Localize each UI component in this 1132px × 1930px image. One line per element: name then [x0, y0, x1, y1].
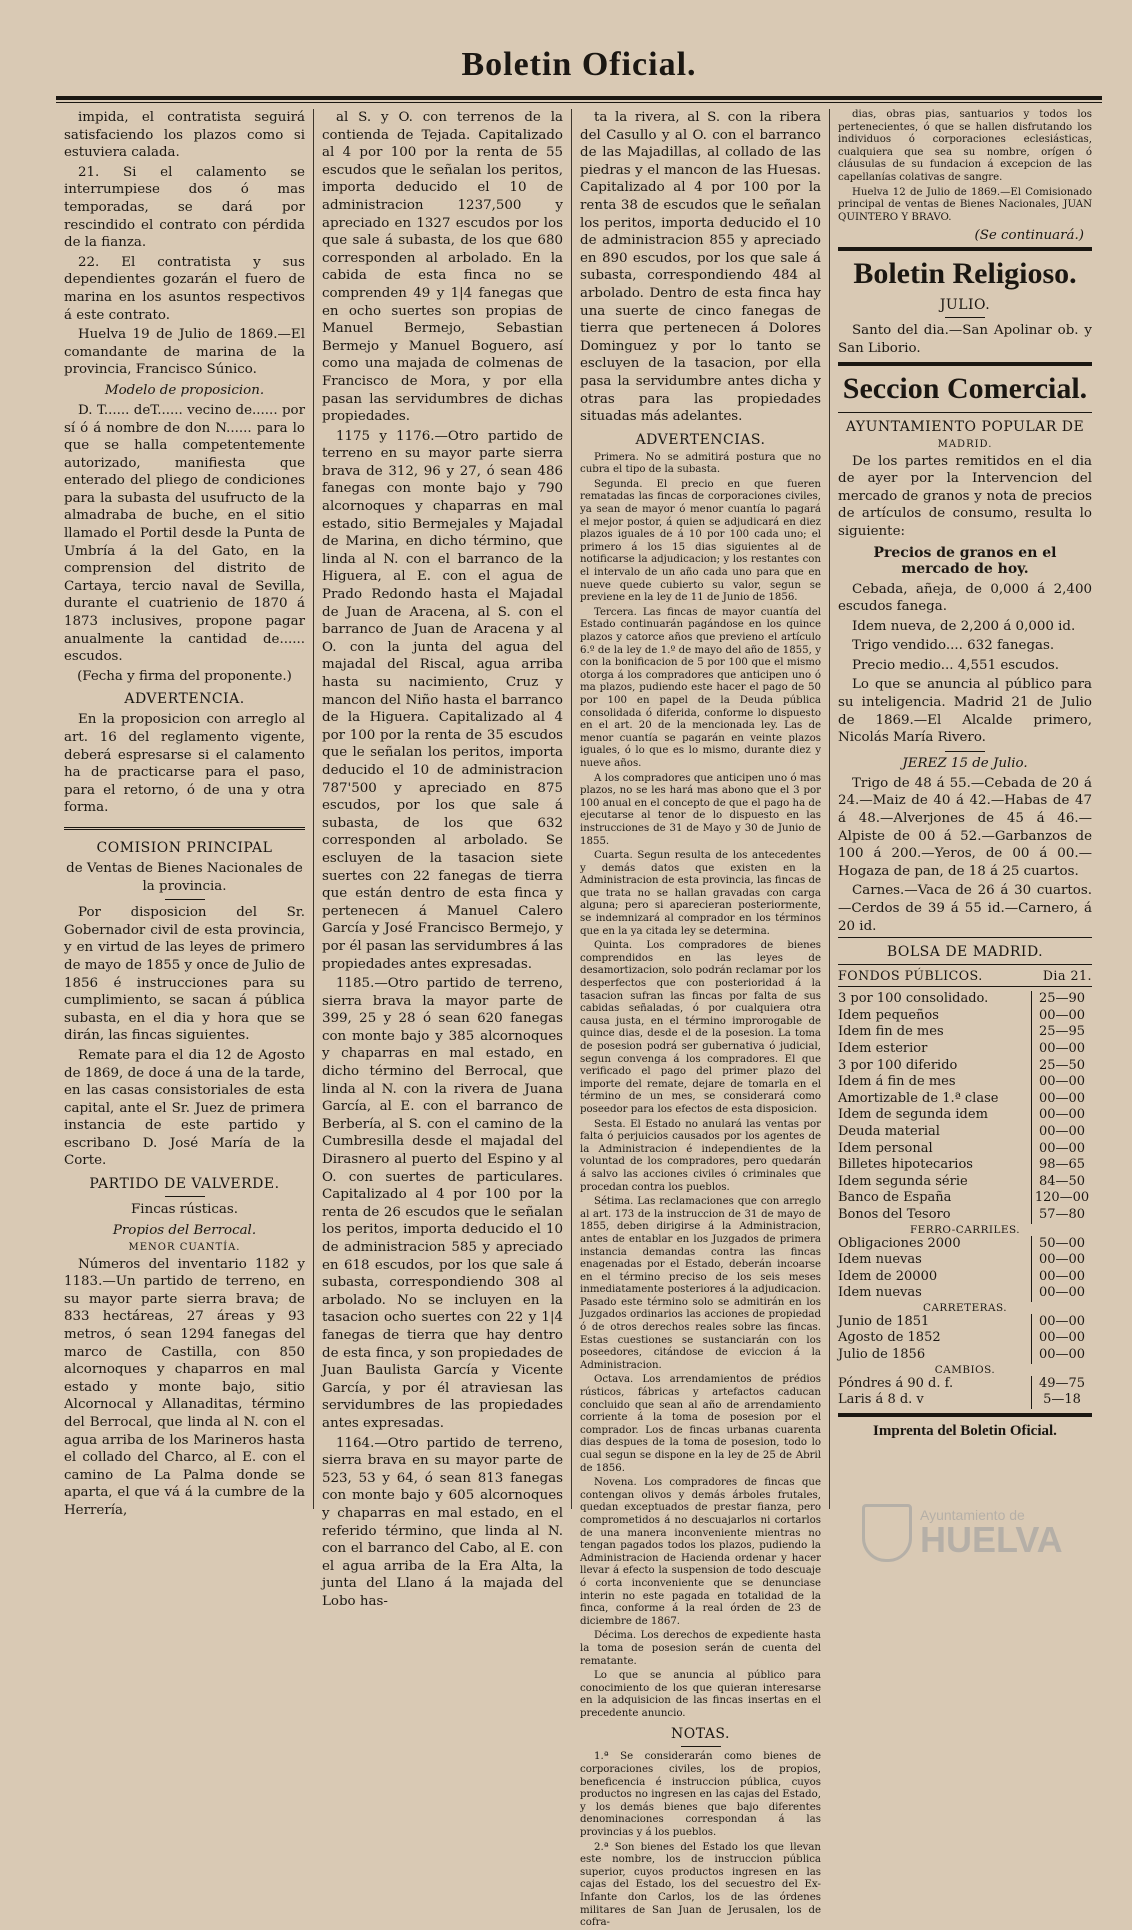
table-row	[838, 991, 1092, 1008]
row-value: 00—00	[1031, 1269, 1092, 1286]
row-label: Amortizable de 1.ª clase	[838, 1090, 999, 1106]
row-value: 00—00	[1031, 1107, 1092, 1124]
table-row	[838, 1269, 1092, 1286]
masthead-rule	[56, 96, 1102, 100]
row-value: 120—00	[1031, 1190, 1092, 1207]
row-value: 57—80	[1031, 1207, 1092, 1224]
row-label: Idem á fin de mes	[838, 1074, 956, 1090]
row-value: 00—00	[1031, 1008, 1092, 1025]
paragraph: Idem nueva, de 2,200 á 0,000 id.	[852, 618, 1076, 634]
printer-imprint: Imprenta del Boletin Oficial.	[873, 1422, 1057, 1439]
table-row	[838, 1236, 1092, 1253]
table-row	[838, 1190, 1092, 1207]
row-value: 00—00	[1031, 1314, 1092, 1331]
paragraph: A los compradores que anticipen uno ó mas plazos, no se les hará mas abono que el 3 por 100 anual en el concepto de que el pago ha de ejecutarse al tenor de lo dispuesto en las instrucciones de 31 de Mayo y 30 de Junio de 1855.	[580, 772, 821, 847]
section-heading: COMISION PRINCIPAL	[96, 839, 273, 856]
row-label: Idem de 20000	[838, 1268, 938, 1284]
separator	[64, 827, 305, 830]
separator	[838, 247, 1092, 251]
row-value: 00—00	[1031, 1141, 1092, 1158]
paragraph: dias, obras pias, santuarios y todos los pertenecientes, ó que se hallen disfrutando los individuos ó corporaciones eclesiásticas, cualquiera que sea su nombre, orígen ó cláusulas de su fundacion á excepcion de las capellanías colativas de sangre.	[838, 109, 1092, 183]
paragraph: Sesta. El Estado no anulará las ventas por falta ó perjuicios causados por los agentes de la Administracion é independientes de la voluntad de los compradores, pero quedarán á salvo las acciones civiles ó criminales que procedan contra los pueblos.	[580, 1118, 821, 1193]
watermark-text	[920, 1508, 1063, 1558]
fondos-table	[838, 991, 1092, 1409]
religioso-title: Boletin Religioso.	[853, 257, 1077, 291]
row-value: 98—65	[1031, 1157, 1092, 1174]
section-heading: PARTIDO DE VALVERDE.	[89, 1176, 280, 1193]
row-label: Junio de 1851	[838, 1313, 930, 1329]
table-row	[838, 1107, 1092, 1124]
masthead-rule-thin	[56, 102, 1102, 103]
paragraph: De los partes remitidos en el dia de ayer por la Intervencion del mercado de granos y nota de precios de artículos de consumo, resulta lo siguiente:	[838, 453, 1092, 539]
paragraph: Remate para el dia 12 de Agosto de 1869, de doce á una de la tarde, en las casas consistoriales de esta capital, ante el Sr. Juez de primera instancia de este partido y escribano D. José María de la Corte.	[64, 1047, 305, 1169]
section-heading: NOTAS.	[671, 1726, 730, 1743]
section-subheading: MADRID.	[937, 438, 993, 450]
paragraph: Santo del dia.—San Apolinar ob. y San Liborio.	[838, 323, 1092, 356]
paragraph: 21. Si el calamento se interrumpiese dos ó mas temporadas, se dará por rescindido el contrato con pérdida de la fianza.	[64, 164, 305, 251]
paragraph: Números del inventario 1182 y 1183.—Un partido de terreno, en su mayor parte sierra brava; de 833 hectáreas, 27 áreas y 93 metros, ó sean 1294 fanegas del marco de Castilla, con 850 alcornoques y chaparros en mal estado y monte bajo, sitio Alcornocal y Allanaditas, término del Berrocal, que linda al N. con el agua arriba de los Marineros hasta el collado del Charco, al E. con el camino de La Palma donde se aparta, el que vá á la cumbre de la Herrería,	[64, 1256, 305, 1518]
short-rule	[165, 899, 205, 900]
table-row	[838, 1124, 1092, 1141]
row-label: Idem esterior	[838, 1040, 928, 1056]
row-label: Laris á 8 d. v	[838, 1392, 924, 1408]
watermark-line-1: Ayuntamiento de	[920, 1507, 1025, 1523]
table-row	[838, 1041, 1092, 1058]
paragraph: 1164.—Otro partido de terreno, sierra brava en su mayor parte de 523, 53 y 64, ó sean 813 fanegas con monte bajo y 605 alcornoques y chaparras en mal estado, en el referido término, que linda al N. con el barranco del Cabo, al E. con el agua arriba de la Era Alta, la junta del Llano á la majada del Lobo has-	[322, 1435, 563, 1609]
paragraph: Tercera. Las fincas de mayor cuantía del Estado continuarán pagándose en los quince plazos y catorce años que previeno el artículo 6.º de la ley de 1.º de mayo del año de 1855, y con la bonificacion de 5 por 100 que el mismo otorga á los compradores que anticipen uno ó ma plazos, pudiendo este hacer el pago de 50 por 100 en papel de la Deuda pública consolidada ó diferida, conforme lo dispuesto en el art. 20 de la mencionada ley. Las de menor cuantía se pagarán en veinte plazos iguales, ó lo que es lo mismo, durante diez y nueve años.	[580, 606, 821, 769]
paragraph: Segunda. El precio en que fueren rematadas las fincas de corporaciones civiles, ya sean de mayor ó menor cuantía lo pagará el mejor postor, á quien se adjudicará en diez plazos iguales de á 10 por 100 cada uno; el primero á los 15 dias siguientes al de notificarse la adjudicacion; y los restantes con el intervalo de un año cada uno para que en nueve quede cubierto su valor, segun se previene en la ley de 11 de Junio de 1856.	[580, 478, 821, 604]
watermark-line-2: HUELVA	[920, 1519, 1063, 1560]
short-rule	[681, 1746, 721, 1747]
paragraph: Precio medio... 4,551 escudos.	[852, 657, 1060, 673]
column-1	[56, 109, 314, 1518]
table-row	[838, 1024, 1092, 1041]
section-heading: Modelo de proposicion.	[104, 382, 265, 398]
paragraph: Huelva 19 de Julio de 1869.—El comandante de marina de la provincia, Francisco Súnico.	[64, 327, 305, 378]
masthead-title: Boletin Oficial.	[461, 46, 697, 83]
column-3	[572, 109, 830, 1929]
paragraph: En la proposicion con arreglo al art. 16 del reglamento vigente, deberá espresarse si el calamento ha de practicarse para el paso, para el retorno, ó de una y otra forma.	[64, 712, 305, 816]
row-label: Billetes hipotecarios	[838, 1157, 973, 1173]
row-label: Bonos del Tesoro	[838, 1206, 951, 1222]
section-subheading: Propios del Berrocal.	[112, 1222, 257, 1238]
table-row	[838, 1058, 1092, 1075]
fondos-header	[838, 964, 1092, 987]
row-label: Idem personal	[838, 1140, 933, 1156]
section-heading: AYUNTAMIENTO POPULAR DE	[845, 418, 1085, 435]
table-subheading: CARRETERAS.	[922, 1301, 1008, 1314]
table-row	[838, 1141, 1092, 1158]
paragraph: 1.ª Se considerarán como bienes de corporaciones civiles, los de propios, beneficencia é instruccion pública, cuyos productos no ingresen en las cajas del Estado, y los demás bienes que bajo diferentes denominaciones correspondan á las provincias y á los pueblos.	[580, 1751, 821, 1839]
row-value: 84—50	[1031, 1174, 1092, 1191]
row-label: Julio de 1856	[838, 1347, 926, 1363]
paragraph: Sétima. Las reclamaciones que con arreglo al art. 173 de la instruccion de 31 de mayo de 1855, deben dirigirse á la Administracion, antes de entablar en los Juzgados de primera instancia demandas contra las fincas enagenadas por el Estado, deberán incoarse en el término preciso de los seis meses inmediatamente posteriores á la adjudicacion. Pasado este término solo se admitirán en los Juzgados ordinarios las acciones de propiedad ó de otros derechos reales sobre las fincas. Estas cuestiones se sustanciarán con los poseedores, citándose de eviccion á la Administracion.	[580, 1196, 821, 1371]
table-row	[838, 1207, 1092, 1224]
row-label: 3 por 100 diferido	[838, 1057, 958, 1073]
shield-icon	[862, 1504, 912, 1562]
row-label: Obligaciones 2000	[838, 1235, 961, 1251]
row-value: 00—00	[1031, 1285, 1092, 1302]
paragraph: 1175 y 1176.—Otro partido de terreno en su mayor parte sierra brava de 312, 96 y 27, ó sean 486 fanegas con monte bajo y 790 alcornoques y chaparras en mal estado, sitio Bermejales y Majadal de Marina, en dicho término, que linda al N. con el barranco de la Higuera, al E. con el agua de Prado Redondo hasta el Majadal de Juan de Aracena, al S. con el barranco de Juan de Aracena y al O. con la junta del agua del majadal del Riscal, agua arriba hasta su nacimiento, Cruz y mancon del Niño hasta el barranco de la Higuera. Capitalizado al 4 por 100 por la renta de 35 escudos que le señalan los peritos, importa deducido el 10 de administracion 787'500 y apreciado en 875 escudos, por los que sale á subasta, de los que 632 corresponden al arbolado. Se escluyen de la tasacion siete suertes con 22 fanegas de tierra que están dentro de esta finca y pertenecen á Manuel Calero García y José Francisco Bermejo, y por él pasan las servidumbres á las propiedades antes expresadas.	[322, 428, 563, 972]
row-value: 00—00	[1031, 1074, 1092, 1091]
section-subheading: MENOR CUANTÍA.	[128, 1241, 241, 1253]
short-rule	[945, 751, 985, 752]
row-value: 00—00	[1031, 1041, 1092, 1058]
paragraph: Carnes.—Vaca de 26 á 30 cuartos.—Cerdos de 39 á 55 id.—Carnero, á 20 id.	[838, 883, 1092, 934]
continued-note: (Se continuará.)	[974, 228, 1084, 244]
paragraph: Por disposicion del Sr. Gobernador civil de esta provincia, y en virtud de las leyes de primero de mayo de 1855 y once de Julio de 1856 é instrucciones para su cumplimiento, se sacan á pública subasta, en el dia y hora que se dirán, las fincas siguientes.	[64, 905, 305, 1044]
section-heading: ADVERTENCIAS.	[635, 431, 766, 448]
separator	[838, 412, 1092, 413]
row-value: 49—75	[1031, 1376, 1092, 1393]
row-label: Banco de España	[838, 1190, 952, 1206]
paragraph: Huelva 12 de Julio de 1869.—El Comisionado principal de ventas de Bienes Nacionales, JUAN QUINTERO Y BRAVO.	[838, 186, 1092, 223]
table-subheading: CAMBIOS.	[934, 1363, 996, 1376]
table-row	[838, 1074, 1092, 1091]
table-row	[838, 1091, 1092, 1108]
row-label: Deuda material	[838, 1123, 940, 1139]
row-value: 00—00	[1031, 1091, 1092, 1108]
paragraph: al S. y O. con terrenos de la contienda de Tejada. Capitalizado al 4 por 100 por la renta de 55 escudos que le señalan los peritos, importa deducido el 10 de administracion 1237,500 y apreciado en 1327 escudos por los que sale á subasta, de los que 680 corresponden al arbolado. En la cabida de esta finca no se comprenden 49 y 1|4 fanegas que en ocho suertes son propias de Manuel Bermejo, Sebastian Bermejo y Manuel Boguero, así como una majada de colmenas de Francisco de Mora, y por ella pasan las servidumbres de dichas propiedades.	[322, 110, 563, 425]
table-row	[838, 1285, 1092, 1302]
row-value: 00—00	[1031, 1347, 1092, 1364]
paragraph: ta la rivera, al S. con la ribera del Casullo y al O. con el barranco de las Majadillas, al collado de las piedras y el mancon de las Huesas. Capitalizado al 4 por 100 por la renta 38 de escudos que le señalan los peritos, importa deducido el 10 de administracion 855 y apreciado en 890 escudos, por los que sale á subasta, correspondiendo 484 al arbolado. Dentro de esta finca hay una suerte de cinco fanegas de tierra que pertenecen á Dolores Dominguez y por lo tanto se escluyen de la tasacion, por ella pasa la servidumbre antes dicha y otras para las propiedades situadas más adelantes.	[580, 110, 821, 425]
month-heading: JULIO.	[939, 297, 991, 314]
row-value: 00—00	[1031, 1330, 1092, 1347]
short-rule	[945, 317, 985, 318]
row-label: 3 por 100 consolidado.	[838, 991, 989, 1007]
table-row	[838, 1174, 1092, 1191]
paragraph: Novena. Los compradores de fincas que contengan olivos y demás árboles frutales, quedan exceptuados de prestar fianza, pero comprometidos á no descuajarlos ni cortarlos de una manera inconveniente mientras no tengan pagados todos los plazos, pudiendo la Administracion de Hacienda ordenar y hacer llevar á efecto la suspension de todo descuaje ó corta inconveniente que se denunciase interin no este pagada en totalidad de la finca, conforme á la real órden de 23 de diciembre de 1867.	[580, 1477, 821, 1627]
column-2	[314, 109, 572, 1609]
paragraph: 22. El contratista y sus dependientes gozarán el fuero de marina en los asuntos respectivos á este contrato.	[64, 254, 305, 323]
section-subheading: Fincas rústicas.	[131, 1202, 238, 1218]
short-rule	[165, 1196, 205, 1197]
paragraph: Cuarta. Segun resulta de los antecedentes y demás datos que existen en la Administracion de esta provincia, las fincas de que trata no se hallan gravadas con carga alguna; pero si aparecieran posteriormente, se indemnizará al comprador en los términos que en la ya citada ley se determina.	[580, 850, 821, 937]
separator	[838, 362, 1092, 366]
row-label: Idem segunda série	[838, 1173, 968, 1189]
paragraph: 1185.—Otro partido de terreno, sierra brava la mayor parte de 399, 25 y 28 ó sean 620 fanegas con monte bajo y 385 alcornoques y chaparras en mal estado, en dicho término del Berrocal, que linda al N. con la rivera de Juana García, al E. con el barranco de Berbería, al S. con el camino de la Cumbresilla desde el majadal del Dirasnero al puerto del Espino y al O. con suertes de particulares. Capitalizado al 4 por 100 por la renta de 26 escudos que le señalan los peritos, importa deducido el 10 de administracion 585 y apreciado en 618 escudos, por los que sale á subasta, correspondiendo 308 al arbolado. No se incluyen en la tasacion ocho suertes con 22 y 1|4 fanegas de tierra que hay dentro de esta finca, y son propiedades de Juan Baulista García y Vicente García, y por él atraviesan las servidumbres de las propiedades antes expresadas.	[322, 976, 563, 1431]
row-label: Idem pequeños	[838, 1007, 939, 1023]
table-row	[838, 1157, 1092, 1174]
section-subheading: de Ventas de Bienes Nacionales de la provincia.	[66, 860, 303, 894]
separator	[838, 937, 1092, 938]
paragraph: Primera. No se admitirá postura que no cubra el tipo de la subasta.	[580, 451, 821, 476]
section-heading: ADVERTENCIA.	[124, 691, 245, 708]
paragraph: Lo que se anuncia al público para su inteligencia. Madrid 21 de Julio de 1869.—El Alcalde primero, Nicolás María Rivero.	[838, 677, 1092, 746]
row-value: 25—50	[1031, 1058, 1092, 1075]
paragraph: Lo que se anuncia al público para conocimiento de los que quieran interesarse en la adquisicion de las fincas insertas en el precedente anuncio.	[580, 1670, 821, 1719]
paragraph: D. T...... deT...... vecino de...... por sí ó á nombre de don N...... para lo que se halla competentemente autorizado, manifiesta que enterado del pliego de condiciones para la subasta del usufructo de la almadraba de buche, en el sitio llamado el Portil desde la Punta de Umbría á la del Gato, en la comprension del distrito de Cartaya, tercio naval de Sevilla, durante el cuatrienio de 1870 á 1873 inclusives, propone pagar anualmente la cantidad de...... escudos.	[64, 402, 305, 665]
table-row	[838, 1376, 1092, 1393]
row-label: Idem nuevas	[838, 1252, 922, 1268]
comercial-title: Seccion Comercial.	[842, 371, 1088, 405]
paragraph: Quinta. Los compradores de bienes comprendidos en las leyes de desamortizacion, solo podrán reclamar por los desperfectos que con posterioridad á la tasacion sufran las fincas por falta de sus cabidas señaladas, ó por cualquiera otra causa justa, en el término improrogable de quince dias, desde el de la posesion. La toma de posesion podrá ser gubernativa ó judicial, segun convenga á los compradores. El que verificado el pago del primer plazo del importe del remate, dejare de tomarla en el término de un mes, se considerará como poseedor para los efectos de esta disposicion.	[580, 940, 821, 1115]
row-value: 5—18	[1031, 1392, 1092, 1409]
section-heading: BOLSA DE MADRID.	[886, 944, 1044, 961]
paragraph: Décima. Los derechos de expediente hasta la toma de posesion serán de cuenta del rematante.	[580, 1630, 821, 1667]
table-subheading: FERRO-CARRILES.	[909, 1223, 1021, 1236]
paragraph: 2.ª Son bienes del Estado los que llevan este nombre, los de instruccion pública superior, cuyos productos ingresen en las cajas del Estado, los del secuestro del Ex-Infante don Carlos, los de las órdenes militares de San Juan de Jerusalen, los de cofra-	[580, 1841, 821, 1929]
table-row	[838, 1314, 1092, 1331]
paragraph: Trigo vendido.... 632 fanegas.	[852, 638, 1055, 654]
row-value: 50—00	[1031, 1236, 1092, 1253]
table-row	[838, 1252, 1092, 1269]
fondos-header-label: FONDOS PÚBLICOS.	[838, 968, 983, 984]
row-label: Idem de segunda idem	[838, 1107, 988, 1123]
row-value: 00—00	[1031, 1124, 1092, 1141]
paragraph: impida, el contratista seguirá satisfaciendo los plazos como si estuviera calada.	[64, 110, 305, 161]
row-label: Agosto de 1852	[838, 1330, 941, 1346]
row-value: 25—90	[1031, 991, 1092, 1008]
row-value: 25—95	[1031, 1024, 1092, 1041]
section-heading: Precios de granos en el mercado de hoy.	[873, 544, 1057, 577]
paragraph: Trigo de 48 á 55.—Cebada de 20 á 24.—Maiz de 40 á 42.—Habas de 47 á 48.—Alverjones de 45 á 46.—Alpiste de 00 á 52.—Garbanzos de 100 á 200.—Yeros, de 00 á 00.—Hogaza de pan, de 18 á 25 cuartos.	[838, 775, 1092, 879]
separator	[838, 1413, 1092, 1417]
row-label: Póndres á 90 d. f.	[838, 1375, 954, 1391]
paragraph: Octava. Los arrendamientos de prédios rústicos, fábricas y artefactos caducan concluido que sean al año de arrendamiento corriente á la toma de posesion por el comprador. Los de fincas urbanas cuarenta dias despues de la toma de posesion, todo lo cual segun se dispone en la ley de 25 de Abril de 1856.	[580, 1374, 821, 1474]
row-label: Idem nuevas	[838, 1285, 922, 1301]
row-value: 00—00	[1031, 1252, 1092, 1269]
table-row	[838, 1347, 1092, 1364]
column-4	[830, 109, 1100, 1509]
table-row	[838, 1008, 1092, 1025]
section-heading: JEREZ 15 de Julio.	[902, 755, 1028, 771]
table-row	[838, 1392, 1092, 1409]
table-row	[838, 1330, 1092, 1347]
archive-watermark	[862, 1496, 1092, 1570]
dia-header-label: Dia 21.	[1042, 968, 1092, 984]
row-label: Idem fin de mes	[838, 1024, 944, 1040]
signature-note: (Fecha y firma del proponente.)	[77, 668, 292, 684]
paragraph: Cebada, añeja, de 0,000 á 2,400 escudos fanega.	[838, 581, 1092, 615]
